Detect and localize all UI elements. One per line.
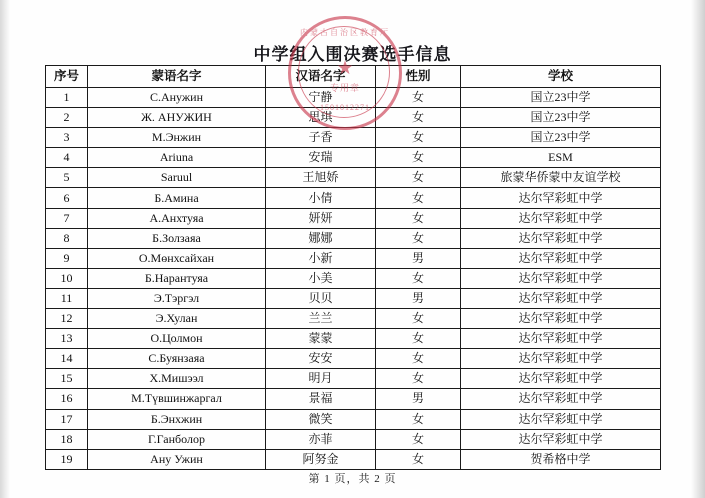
cell-index: 9 [46,248,88,268]
cell-index: 6 [46,188,88,208]
cell-chinese-name: 小倩 [266,188,376,208]
cell-mongolian-name: Г.Ганболор [88,429,266,449]
cell-school: 国立23中学 [461,88,661,108]
cell-mongolian-name: О.Мөнхсайхан [88,248,266,268]
cell-sex: 女 [376,449,461,469]
column-header-chinese-name: 汉语名字 [266,66,376,88]
cell-mongolian-name: М.Энжин [88,128,266,148]
table-row [46,148,661,168]
cell-school: 国立23中学 [461,108,661,128]
table-row [46,108,661,128]
cell-mongolian-name: Э.Тэргэл [88,288,266,308]
cell-mongolian-name: Х.Мишээл [88,369,266,389]
cell-chinese-name: 子香 [266,128,376,148]
cell-sex: 女 [376,88,461,108]
cell-school: 旅蒙华侨蒙中友谊学校 [461,168,661,188]
column-header-school: 学校 [461,66,661,88]
cell-sex: 女 [376,168,461,188]
cell-mongolian-name: С.Буянзаяа [88,349,266,369]
cell-chinese-name: 景福 [266,389,376,409]
cell-chinese-name: 蒙蒙 [266,329,376,349]
cell-chinese-name: 明月 [266,369,376,389]
table-row [46,128,661,148]
cell-sex: 男 [376,288,461,308]
cell-school: 达尔罕彩虹中学 [461,369,661,389]
cell-mongolian-name: Saruul [88,168,266,188]
cell-index: 4 [46,148,88,168]
cell-mongolian-name: О.Цолмон [88,329,266,349]
cell-index: 15 [46,369,88,389]
table-row [46,349,661,369]
cell-school: 达尔罕彩虹中学 [461,188,661,208]
participants-table [45,65,661,470]
cell-school: 达尔罕彩虹中学 [461,228,661,248]
table-header-row [46,66,661,88]
cell-index: 13 [46,329,88,349]
cell-school: 达尔罕彩虹中学 [461,288,661,308]
cell-index: 14 [46,349,88,369]
table-row [46,228,661,248]
cell-index: 16 [46,389,88,409]
cell-chinese-name: 阿努金 [266,449,376,469]
cell-sex: 女 [376,108,461,128]
cell-school: 国立23中学 [461,128,661,148]
cell-mongolian-name: Ariuna [88,148,266,168]
cell-index: 1 [46,88,88,108]
cell-chinese-name: 娜娜 [266,228,376,248]
table-row [46,268,661,288]
table-row [46,449,661,469]
cell-mongolian-name: М.Түвшинжаргал [88,389,266,409]
cell-sex: 女 [376,329,461,349]
cell-chinese-name: 安瑞 [266,148,376,168]
cell-index: 10 [46,268,88,288]
cell-sex: 女 [376,369,461,389]
cell-mongolian-name: Э.Хулан [88,309,266,329]
cell-chinese-name: 思琪 [266,108,376,128]
cell-chinese-name: 安安 [266,349,376,369]
table-row [46,88,661,108]
cell-sex: 女 [376,409,461,429]
table-row [46,168,661,188]
cell-index: 12 [46,309,88,329]
table-row [46,208,661,228]
table-row [46,288,661,308]
cell-chinese-name: 小新 [266,248,376,268]
cell-school: 达尔罕彩虹中学 [461,409,661,429]
cell-chinese-name: 亦菲 [266,429,376,449]
table-row [46,248,661,268]
seal-bottom-text: 1501012271 [320,103,370,112]
cell-index: 19 [46,449,88,469]
table-row [46,309,661,329]
cell-index: 3 [46,128,88,148]
column-header-mongolian-name: 蒙语名字 [88,66,266,88]
table-row [46,369,661,389]
cell-school: ESM [461,148,661,168]
cell-index: 2 [46,108,88,128]
cell-mongolian-name: Ж. АНУЖИН [88,108,266,128]
cell-mongolian-name: Б.Нарантуяа [88,268,266,288]
cell-sex: 女 [376,128,461,148]
cell-school: 达尔罕彩虹中学 [461,208,661,228]
cell-school: 达尔罕彩虹中学 [461,429,661,449]
table-row [46,329,661,349]
cell-mongolian-name: Б.Энхжин [88,409,266,429]
cell-sex: 女 [376,148,461,168]
cell-sex: 男 [376,389,461,409]
cell-school: 达尔罕彩虹中学 [461,389,661,409]
cell-sex: 女 [376,309,461,329]
table-row [46,188,661,208]
cell-school: 达尔罕彩虹中学 [461,268,661,288]
cell-index: 5 [46,168,88,188]
table-row [46,409,661,429]
cell-mongolian-name: Б.Амина [88,188,266,208]
cell-school: 贺希格中学 [461,449,661,469]
seal-top-text: 内蒙古自治区教育厅 [300,28,390,37]
cell-school: 达尔罕彩虹中学 [461,248,661,268]
cell-chinese-name: 微笑 [266,409,376,429]
column-header-index: 序号 [46,66,88,88]
cell-mongolian-name: Ану Ужин [88,449,266,469]
cell-school: 达尔罕彩虹中学 [461,329,661,349]
cell-school: 达尔罕彩虹中学 [461,309,661,329]
cell-index: 8 [46,228,88,248]
table-row [46,429,661,449]
seal-middle-text: 专用章 [329,83,360,93]
star-icon: ★ [336,58,354,79]
column-header-sex: 性别 [376,66,461,88]
cell-sex: 女 [376,208,461,228]
cell-index: 18 [46,429,88,449]
table-row [46,389,661,409]
cell-chinese-name: 王旭娇 [266,168,376,188]
page-title: 中学组入围决赛选手信息 [253,45,452,64]
cell-chinese-name: 妍妍 [266,208,376,228]
cell-mongolian-name: А.Анхтуяа [88,208,266,228]
cell-mongolian-name: Б.Золзаяа [88,228,266,248]
cell-chinese-name: 兰兰 [266,309,376,329]
cell-sex: 女 [376,188,461,208]
table-body [46,88,661,470]
cell-chinese-name: 宁静 [266,88,376,108]
cell-sex: 女 [376,349,461,369]
cell-index: 7 [46,208,88,228]
cell-mongolian-name: С.Анужин [88,88,266,108]
cell-chinese-name: 贝贝 [266,288,376,308]
cell-chinese-name: 小美 [266,268,376,288]
page-footer: 第 1 页，共 2 页 [308,473,397,485]
cell-index: 17 [46,409,88,429]
cell-sex: 男 [376,248,461,268]
cell-sex: 女 [376,228,461,248]
cell-school: 达尔罕彩虹中学 [461,349,661,369]
cell-sex: 女 [376,268,461,288]
cell-sex: 女 [376,429,461,449]
cell-index: 11 [46,288,88,308]
